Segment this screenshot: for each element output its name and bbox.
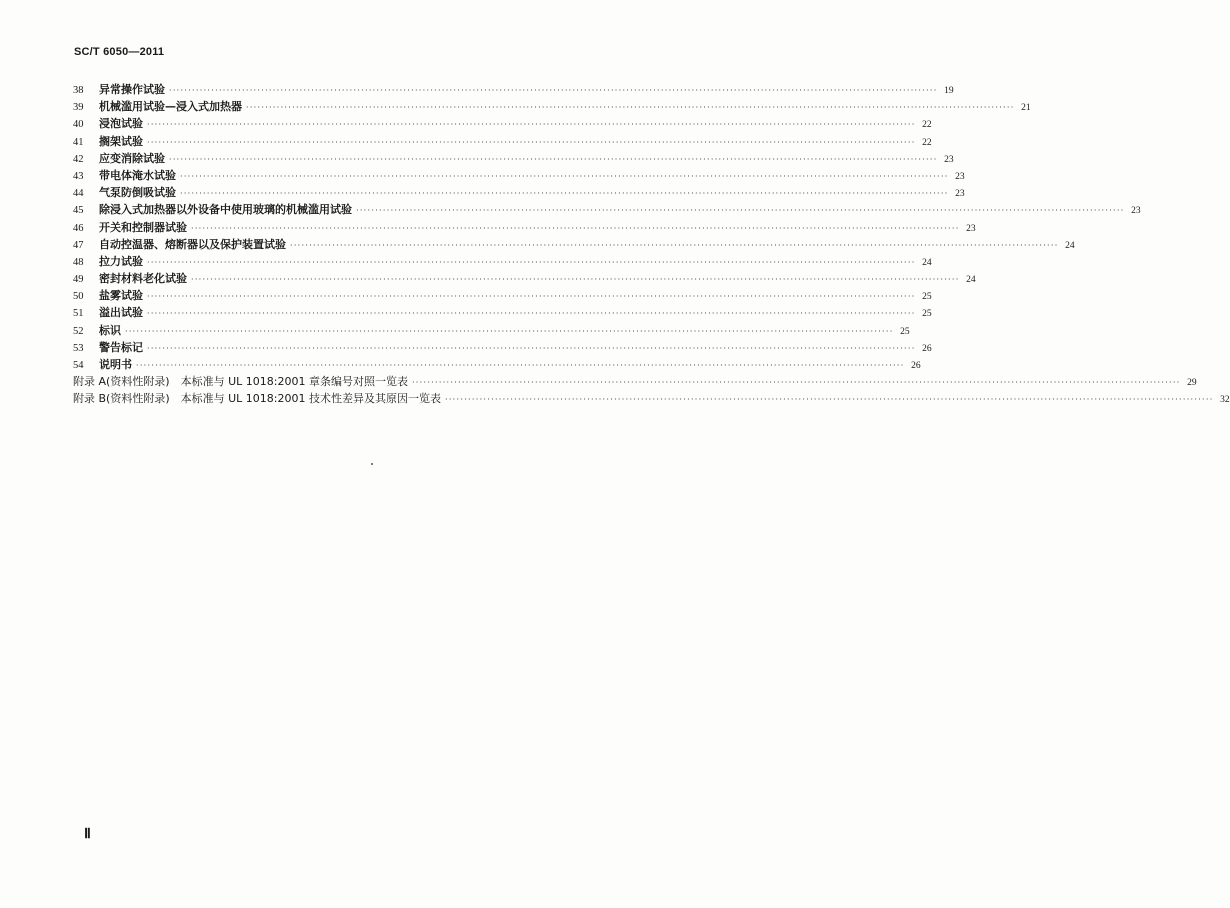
toc-page-number: 24 bbox=[966, 275, 976, 286]
toc-row bbox=[73, 322, 910, 339]
toc-page-number: 25 bbox=[922, 292, 932, 303]
toc-row bbox=[73, 81, 954, 98]
toc-page-number: 24 bbox=[922, 257, 932, 268]
toc-leader-dots: ········································································································································································································ bbox=[125, 326, 894, 336]
toc-leader-dots: ········································································································································································································ bbox=[147, 257, 916, 267]
toc-clause-number: 52 bbox=[73, 325, 84, 337]
toc-row bbox=[73, 356, 921, 373]
toc-row bbox=[73, 184, 965, 201]
toc-leader-dots: ········································································································································································································ bbox=[180, 189, 949, 199]
toc-page-number: 21 bbox=[1021, 103, 1031, 114]
toc-row bbox=[73, 219, 976, 236]
toc-title: 除浸入式加热器以外设备中使用玻璃的机械滥用试验 bbox=[99, 203, 352, 217]
toc-clause-number: 50 bbox=[73, 291, 84, 303]
toc-page-number: 26 bbox=[922, 343, 932, 354]
toc-page-number: 25 bbox=[922, 309, 932, 320]
toc-leader-dots: ········································································································································································································ bbox=[191, 223, 960, 233]
toc-title: 附录 A(资料性附录) 本标准与 UL 1018:2001 章条编号对照一览表 bbox=[73, 375, 408, 389]
toc-title: 机械滥用试验—浸入式加热器 bbox=[99, 100, 242, 114]
toc-leader-dots: ········································································································································································································ bbox=[180, 171, 949, 181]
toc-title: 应变消除试验 bbox=[99, 151, 165, 165]
toc-leader-dots: ········································································································································································································ bbox=[147, 343, 916, 353]
toc-page-number: 23 bbox=[955, 189, 965, 200]
toc-row bbox=[73, 253, 932, 270]
toc-row bbox=[73, 339, 932, 356]
toc-title: 带电体淹水试验 bbox=[99, 168, 176, 182]
toc-annex-row bbox=[73, 390, 1230, 407]
toc-row bbox=[73, 150, 954, 167]
toc-title: 拉力试验 bbox=[99, 254, 143, 268]
toc-page-number: 25 bbox=[900, 326, 910, 337]
scan-speck bbox=[371, 463, 373, 465]
toc-clause-number: 53 bbox=[73, 342, 84, 354]
toc-page-number: 23 bbox=[944, 154, 954, 165]
toc-row bbox=[73, 304, 932, 321]
toc-title: 附录 B(资料性附录) 本标准与 UL 1018:2001 技术性差异及其原因一览表 bbox=[73, 392, 441, 406]
page-number-footer: Ⅱ bbox=[84, 827, 91, 842]
toc-clause-number: 38 bbox=[73, 85, 84, 96]
toc-page-number: 22 bbox=[922, 120, 932, 131]
toc-clause-number: 51 bbox=[73, 308, 84, 320]
toc-page-number: 32 bbox=[1220, 395, 1230, 406]
toc-clause-number: 42 bbox=[73, 153, 84, 165]
toc-page-number: 29 bbox=[1187, 378, 1197, 389]
toc-row bbox=[73, 167, 965, 184]
toc-leader-dots: ········································································································································································································ bbox=[411, 378, 1181, 388]
toc-title: 标识 bbox=[99, 323, 121, 337]
toc-title: 自动控温器、熔断器以及保护装置试验 bbox=[99, 237, 286, 251]
toc-clause-number: 46 bbox=[73, 222, 84, 234]
toc-leader-dots: ········································································································································································································ bbox=[169, 86, 938, 95]
standard-code-header: SC/T 6050—2011 bbox=[74, 46, 165, 58]
toc-title: 开关和控制器试验 bbox=[99, 220, 187, 234]
toc-leader-dots: ········································································································································································································ bbox=[356, 206, 1125, 216]
toc-clause-number: 43 bbox=[73, 170, 84, 182]
toc-leader-dots: ········································································································································································································ bbox=[147, 292, 916, 302]
toc-title: 盐雾试验 bbox=[99, 289, 143, 303]
toc-title: 气泵防倒吸试验 bbox=[99, 186, 176, 200]
toc-leader-dots: ········································································································································································································ bbox=[290, 240, 1059, 250]
toc-clause-number: 40 bbox=[73, 119, 84, 131]
toc-leader-dots: ········································································································································································································ bbox=[246, 103, 1015, 113]
toc-clause-number: 49 bbox=[73, 274, 84, 286]
toc-title: 密封材料老化试验 bbox=[99, 272, 187, 286]
toc-title: 溢出试验 bbox=[99, 306, 143, 320]
toc-page-number: 19 bbox=[944, 86, 954, 96]
toc-clause-number: 45 bbox=[73, 205, 84, 217]
toc-row bbox=[73, 270, 976, 287]
toc-annex-row bbox=[73, 373, 1197, 390]
toc-page-number: 23 bbox=[955, 171, 965, 182]
toc-title: 浸泡试验 bbox=[99, 117, 143, 131]
toc-leader-dots: ········································································································································································································ bbox=[169, 154, 938, 164]
toc-page-number: 23 bbox=[1131, 206, 1141, 217]
toc-title: 说明书 bbox=[99, 358, 132, 371]
toc-clause-number: 41 bbox=[73, 136, 84, 148]
toc-clause-number: 48 bbox=[73, 256, 84, 268]
toc-row bbox=[73, 201, 1141, 218]
toc-leader-dots: ········································································································································································································ bbox=[136, 361, 905, 370]
toc-leader-dots: ········································································································································································································ bbox=[147, 120, 916, 130]
toc-page-number: 24 bbox=[1065, 240, 1075, 251]
toc-row bbox=[73, 115, 932, 132]
toc-page-number: 26 bbox=[911, 361, 921, 371]
table-of-contents bbox=[73, 81, 1230, 408]
toc-leader-dots: ········································································································································································································ bbox=[191, 275, 960, 285]
toc-title: 警告标记 bbox=[99, 340, 143, 354]
toc-row bbox=[73, 287, 932, 304]
toc-leader-dots: ········································································································································································································ bbox=[147, 309, 916, 319]
toc-row bbox=[73, 98, 1031, 115]
toc-title: 搁架试验 bbox=[99, 134, 143, 148]
toc-leader-dots: ········································································································································································································ bbox=[445, 395, 1214, 405]
toc-page-number: 22 bbox=[922, 137, 932, 148]
toc-row bbox=[73, 133, 932, 150]
toc-clause-number: 47 bbox=[73, 239, 84, 251]
toc-clause-number: 44 bbox=[73, 188, 84, 200]
toc-clause-number: 39 bbox=[73, 102, 84, 114]
toc-title: 异常操作试验 bbox=[99, 83, 165, 96]
toc-clause-number: 54 bbox=[73, 360, 84, 371]
toc-row bbox=[73, 236, 1075, 253]
toc-leader-dots: ········································································································································································································ bbox=[147, 137, 916, 147]
toc-page-number: 23 bbox=[966, 223, 976, 234]
